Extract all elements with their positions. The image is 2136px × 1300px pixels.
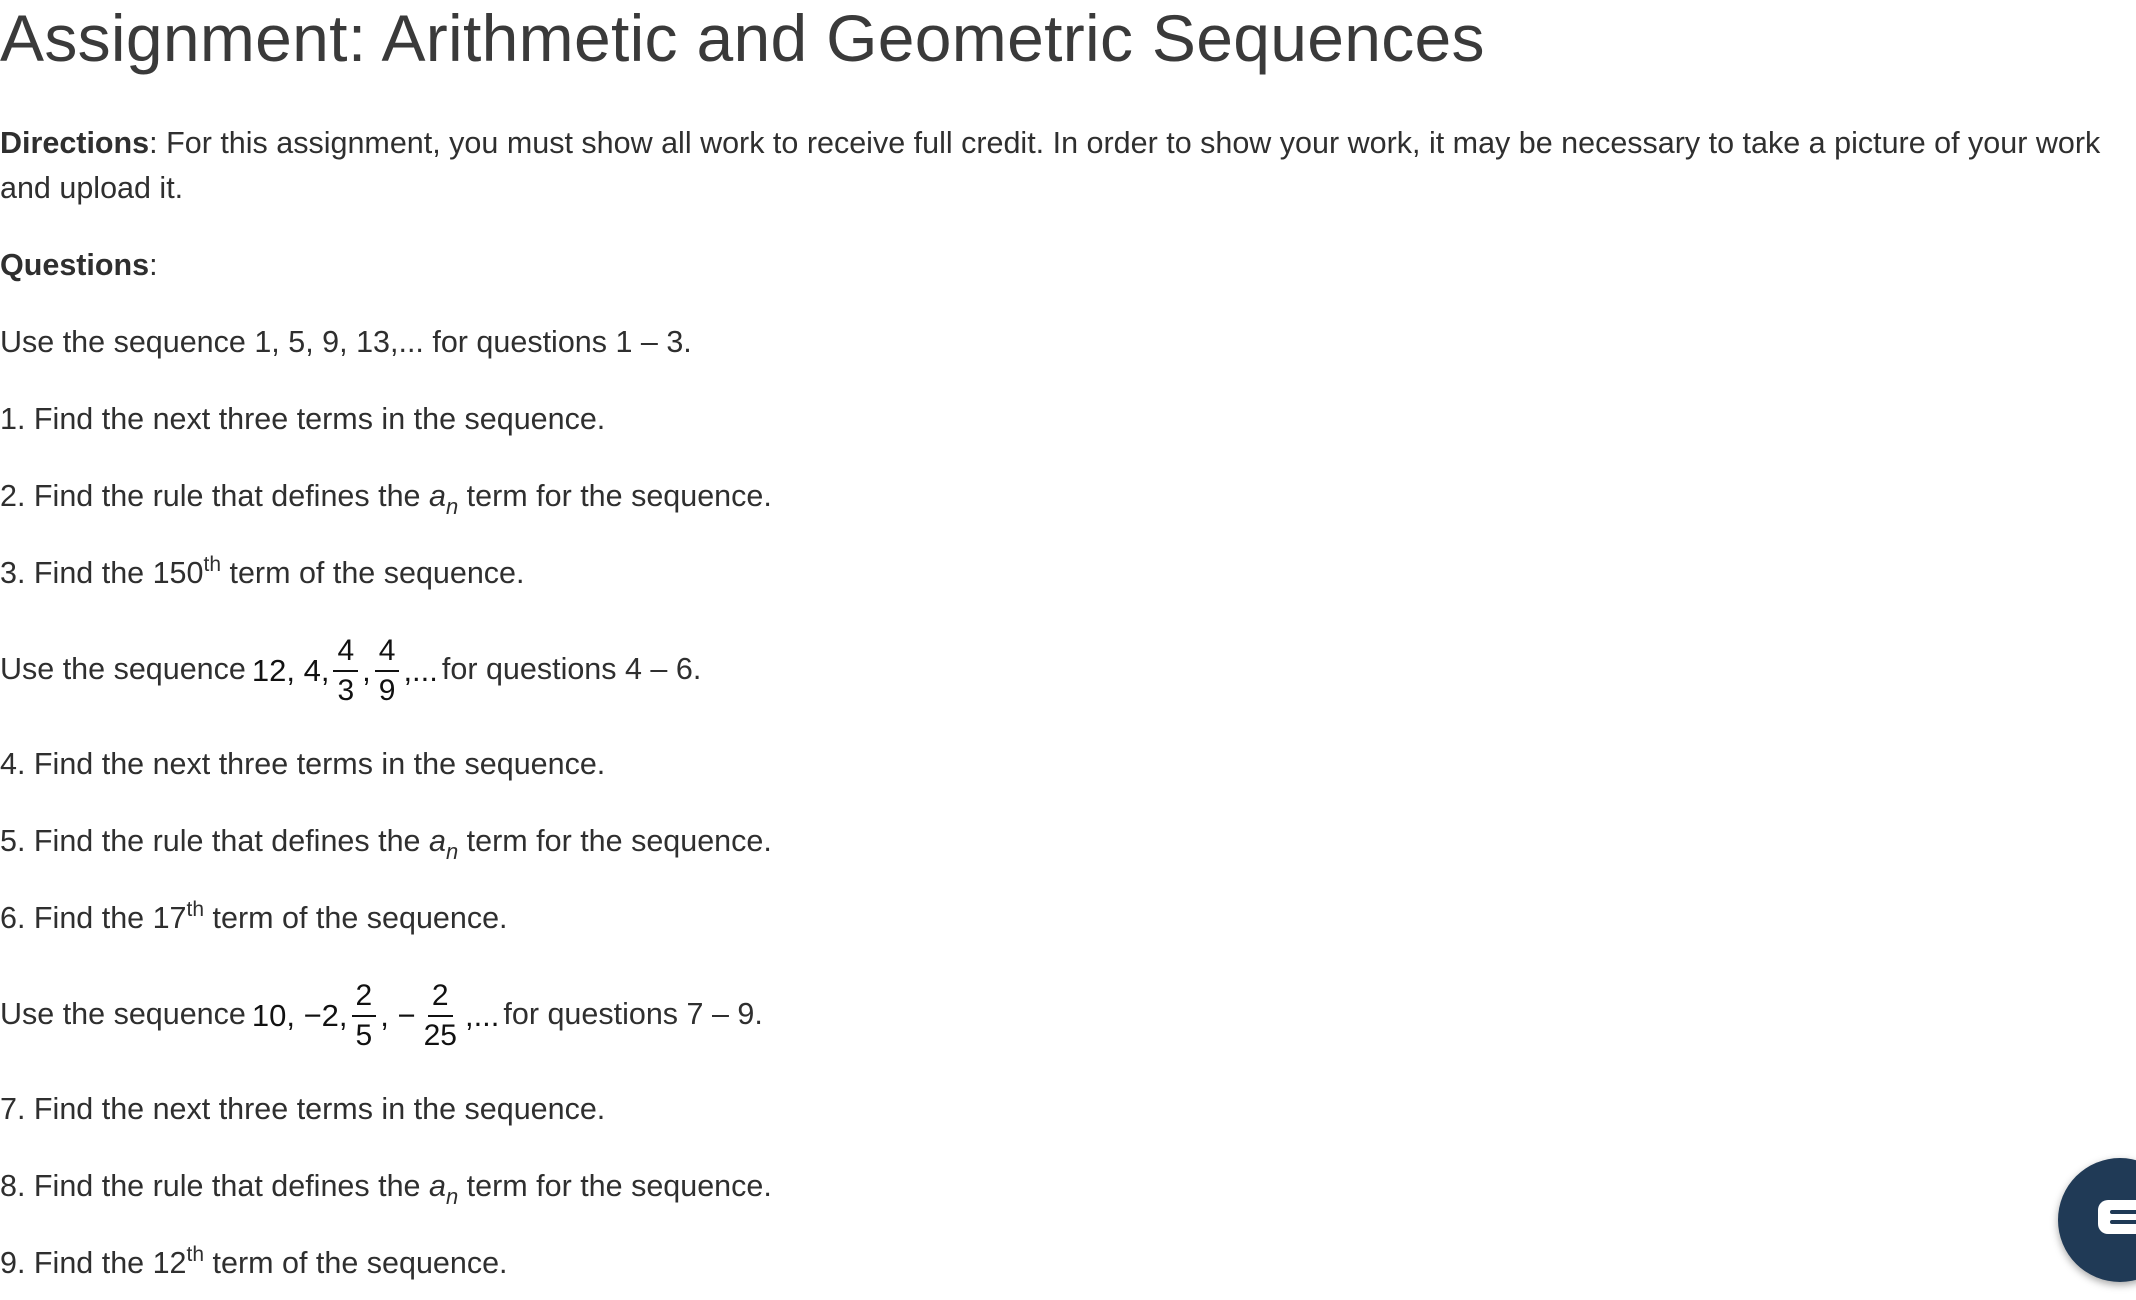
chat-button[interactable] (2058, 1158, 2136, 1282)
fraction (375, 632, 400, 710)
question-9-text: 9. Find the 12 (0, 1246, 187, 1280)
variable-a: a (428, 824, 446, 858)
chat-icon (2098, 1200, 2136, 1240)
a-n-variable (428, 824, 459, 864)
question-6-text-end: term of the sequence. (204, 901, 508, 935)
question-2-text: 2. Find the rule that defines the (0, 479, 429, 513)
sequence-start: 12, 4, (251, 652, 330, 688)
subscript-n: n (445, 839, 459, 864)
sequence-start: 10, −2, (251, 997, 348, 1033)
question-5-text-end: term for the sequence. (458, 824, 772, 858)
ordinal-suffix: th (203, 553, 221, 576)
set3-intro (0, 969, 763, 1061)
fraction-numerator: 2 (428, 977, 453, 1017)
fraction-numerator: 2 (352, 977, 377, 1017)
a-n-variable (428, 1169, 459, 1209)
sequence-end: ,... (403, 652, 438, 688)
sequence-comma: , (362, 652, 371, 688)
questions-heading (0, 243, 158, 288)
fraction (352, 977, 377, 1055)
page-title: Assignment: Arithmetic and Geometric Sequences (0, 1, 1485, 75)
question-8 (0, 1164, 772, 1209)
set2-intro-text: Use the sequence (0, 652, 246, 686)
fraction (420, 977, 461, 1055)
sequence-end: ,... (464, 997, 500, 1033)
fraction-denominator: 5 (355, 1018, 373, 1052)
subscript-n: n (445, 494, 459, 519)
set3-intro-text: Use the sequence (0, 997, 246, 1031)
subscript-n: n (445, 1184, 459, 1209)
directions-paragraph (0, 121, 2110, 211)
question-4: 4. Find the next three terms in the sequence. (0, 747, 606, 781)
sequence-math (252, 971, 500, 1061)
sequence-comma: , − (380, 997, 416, 1033)
ordinal-suffix: th (186, 898, 205, 921)
set2-intro-text-end: for questions 4 – 6. (441, 652, 702, 686)
ordinal-suffix: th (186, 1243, 205, 1266)
variable-a: a (428, 1169, 446, 1203)
set1-intro: Use the sequence 1, 5, 9, 13,... for questions 1 – 3. (0, 325, 692, 359)
question-8-text: 8. Find the rule that defines the (0, 1169, 429, 1203)
question-6-text: 6. Find the 17 (0, 901, 187, 935)
questions-suffix: : (149, 248, 158, 282)
question-2 (0, 474, 772, 519)
question-9-text-end: term of the sequence. (204, 1246, 508, 1280)
question-2-text-end: term for the sequence. (458, 479, 772, 513)
directions-label: Directions (0, 126, 150, 160)
fraction-numerator: 4 (375, 632, 400, 672)
set3-intro-text-end: for questions 7 – 9. (503, 997, 763, 1031)
set2-intro (0, 624, 701, 716)
variable-a: a (428, 479, 446, 513)
directions-text: : For this assignment, you must show all work to receive full credit. In order to show your work, it may be necessary to take a picture of your work and upload it. (0, 126, 2101, 205)
questions-label: Questions (0, 248, 150, 282)
question-6 (0, 896, 508, 941)
a-n-variable (428, 479, 459, 519)
fraction-numerator: 4 (333, 632, 358, 672)
fraction-denominator: 3 (337, 673, 355, 707)
question-9 (0, 1241, 508, 1286)
question-5 (0, 819, 772, 864)
question-1: 1. Find the next three terms in the sequence. (0, 402, 606, 436)
question-3-text-end: term of the sequence. (221, 556, 525, 590)
question-7: 7. Find the next three terms in the sequence. (0, 1092, 606, 1126)
fraction (333, 632, 358, 710)
question-8-text-end: term for the sequence. (458, 1169, 772, 1203)
question-3 (0, 551, 524, 596)
question-5-text: 5. Find the rule that defines the (0, 824, 429, 858)
fraction-denominator: 25 (423, 1018, 457, 1052)
fraction-denominator: 9 (378, 673, 396, 707)
question-3-text: 3. Find the 150 (0, 556, 204, 590)
sequence-math (252, 626, 438, 716)
